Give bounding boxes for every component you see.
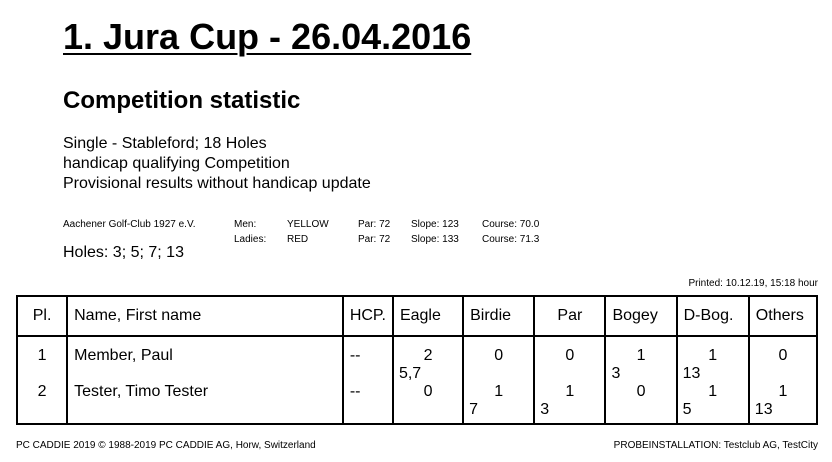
tee-men-label: Men: bbox=[234, 219, 257, 230]
holes-list: Holes: 3; 5; 7; 13 bbox=[63, 244, 184, 261]
dbog-cell: 1 13 bbox=[677, 336, 749, 383]
col-header-others: Others bbox=[749, 296, 817, 336]
name-cell: Tester, Timo Tester bbox=[67, 383, 343, 424]
tee-men-slope: Slope: 123 bbox=[411, 219, 459, 230]
dbog-cell: 1 5 bbox=[677, 383, 749, 424]
col-header-bogey: Bogey bbox=[605, 296, 676, 336]
tee-ladies-course: Course: 71.3 bbox=[482, 234, 540, 245]
par-cell: 1 3 bbox=[534, 383, 605, 424]
printed-timestamp: Printed: 10.12.19, 15:18 hour bbox=[688, 278, 818, 289]
eagle-cell: 2 5,7 bbox=[393, 336, 463, 383]
page-title: 1. Jura Cup - 26.04.2016 bbox=[63, 16, 472, 57]
col-header-birdie: Birdie bbox=[463, 296, 534, 336]
table-row bbox=[17, 383, 817, 424]
name-cell: Member, Paul bbox=[67, 336, 343, 383]
bogey-cell: 0 bbox=[605, 383, 676, 424]
info-line-qualifying: handicap qualifying Competition bbox=[63, 155, 290, 172]
birdie-cell: 1 7 bbox=[463, 383, 534, 424]
tee-men-par: Par: 72 bbox=[358, 219, 391, 230]
col-header-place: Pl. bbox=[17, 296, 67, 336]
place-cell: 1 bbox=[37, 347, 47, 364]
footer-copyright: PC CADDIE 2019 © 1988-2019 PC CADDIE AG, Horw, Switzerland bbox=[16, 440, 316, 451]
club-name: Aachener Golf-Club 1927 e.V. bbox=[63, 219, 196, 230]
table-header-row bbox=[17, 296, 817, 336]
place-cell: 2 bbox=[37, 383, 47, 400]
tee-ladies-color: RED bbox=[287, 234, 309, 245]
info-line-format: Single - Stableford; 18 Holes bbox=[63, 135, 267, 152]
col-header-dbog: D-Bog. bbox=[677, 296, 749, 336]
bogey-cell: 1 3 bbox=[605, 336, 676, 383]
eagle-cell: 0 bbox=[393, 383, 463, 424]
table-row bbox=[17, 336, 817, 383]
hcp-cell: -- bbox=[343, 383, 393, 424]
tee-ladies-slope: Slope: 133 bbox=[411, 234, 459, 245]
others-cell: 1 13 bbox=[749, 383, 817, 424]
tee-ladies-par: Par: 72 bbox=[358, 234, 391, 245]
par-cell: 0 bbox=[534, 336, 605, 383]
col-header-eagle: Eagle bbox=[393, 296, 463, 336]
tee-men-course: Course: 70.0 bbox=[482, 219, 540, 230]
col-header-par: Par bbox=[534, 296, 605, 336]
col-header-hcp: HCP. bbox=[343, 296, 393, 336]
page-subtitle: Competition statistic bbox=[63, 87, 301, 114]
col-header-name: Name, First name bbox=[67, 296, 343, 336]
tee-ladies-label: Ladies: bbox=[234, 234, 267, 245]
footer-installation: PROBEINSTALLATION: Testclub AG, TestCity bbox=[613, 440, 818, 451]
birdie-cell: 0 bbox=[463, 336, 534, 383]
info-line-provisional: Provisional results without handicap update bbox=[63, 175, 371, 192]
results-table bbox=[16, 295, 818, 425]
others-cell: 0 bbox=[749, 336, 817, 383]
hcp-cell: -- bbox=[343, 336, 393, 383]
tee-men-color: YELLOW bbox=[287, 219, 329, 230]
